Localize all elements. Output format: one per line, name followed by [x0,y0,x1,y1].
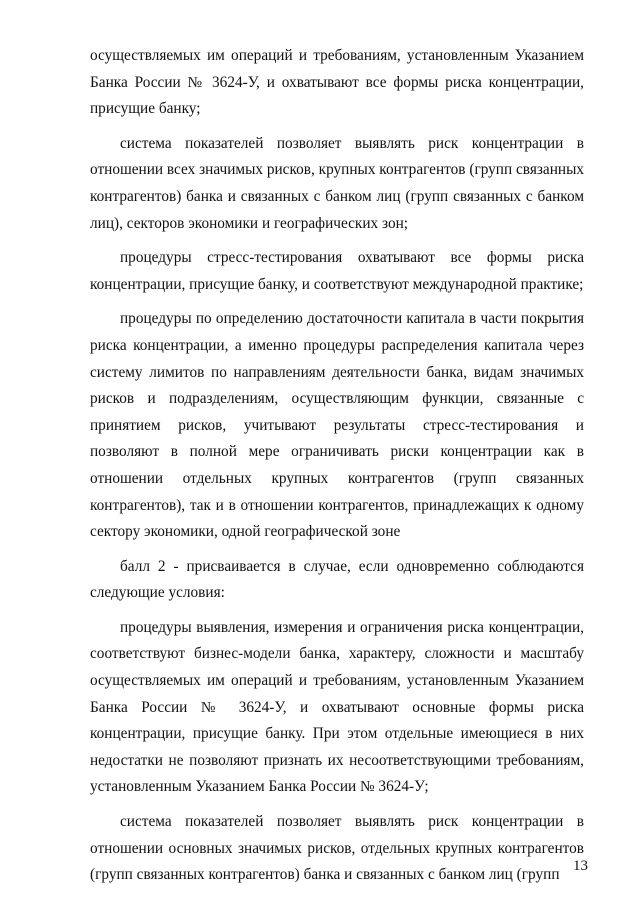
document-body [90,43,584,889]
paragraph-capital-adequacy: процедуры по определению достаточности капитала в части покрытия риска концентрации, а именно процедуры распределения капитала через систему лимитов по направлениям деятельности банка, видам значимых рисков и подразделениям, осуществляющим функции, связанные с принятием рисков, учитывают результаты стресс-тестирования и позволяют в полной мере ограничивать риски концентрации как в отношении отдельных крупных контрагентов (групп связанных контрагентов), так и в отношении контрагентов, принадлежащих к одному сектору экономики, одной географической зоне [90,310,584,541]
paragraph-stress-testing: процедуры стресс-тестирования охватывают все формы риска концентрации, присущие банку, и соответствуют международной практике; [90,249,584,293]
page-number: 13 [573,858,588,874]
paragraph-indicator-system: система показателей позволяет выявлять риск концентрации в отношении всех значимых рисков, крупных контрагентов (групп связанных контрагентов) банка и связанных с банком лиц (групп связанных с банком лиц), секторов экономики и географических зон; [90,134,584,232]
paragraph-score-2: балл 2 - присваивается в случае, если одновременно соблюдаются следующие условия: [90,557,584,602]
paragraph-indicator-system-main: система показателей позволяет выявлять риск концентрации в отношении основных значимых рисков, отдельных крупных контрагентов (групп связанных контрагентов) банка и связанных с банком лиц (групп [90,813,584,884]
paragraph-continuation: осуществляемых им операций и требованиям, установленным Указанием Банка России № 3624-У, и охватывают все формы риска концентрации, присущие банку; [90,47,584,118]
paragraph-identification-procedures: процедуры выявления, измерения и ограничения риска концентрации, соответствуют бизнес-модели банка, характеру, сложности и масштабу осуществляемых им операций и требованиям, установленным Указанием Банка России № 3624-У, и охватывают основные формы риска концентрации, присущие банку. При этом отдельные имеющиеся в них недостатки не позволяют признать их несоответствующими требованиям, установленным Указанием Банка России № 3624-У; [90,618,584,796]
